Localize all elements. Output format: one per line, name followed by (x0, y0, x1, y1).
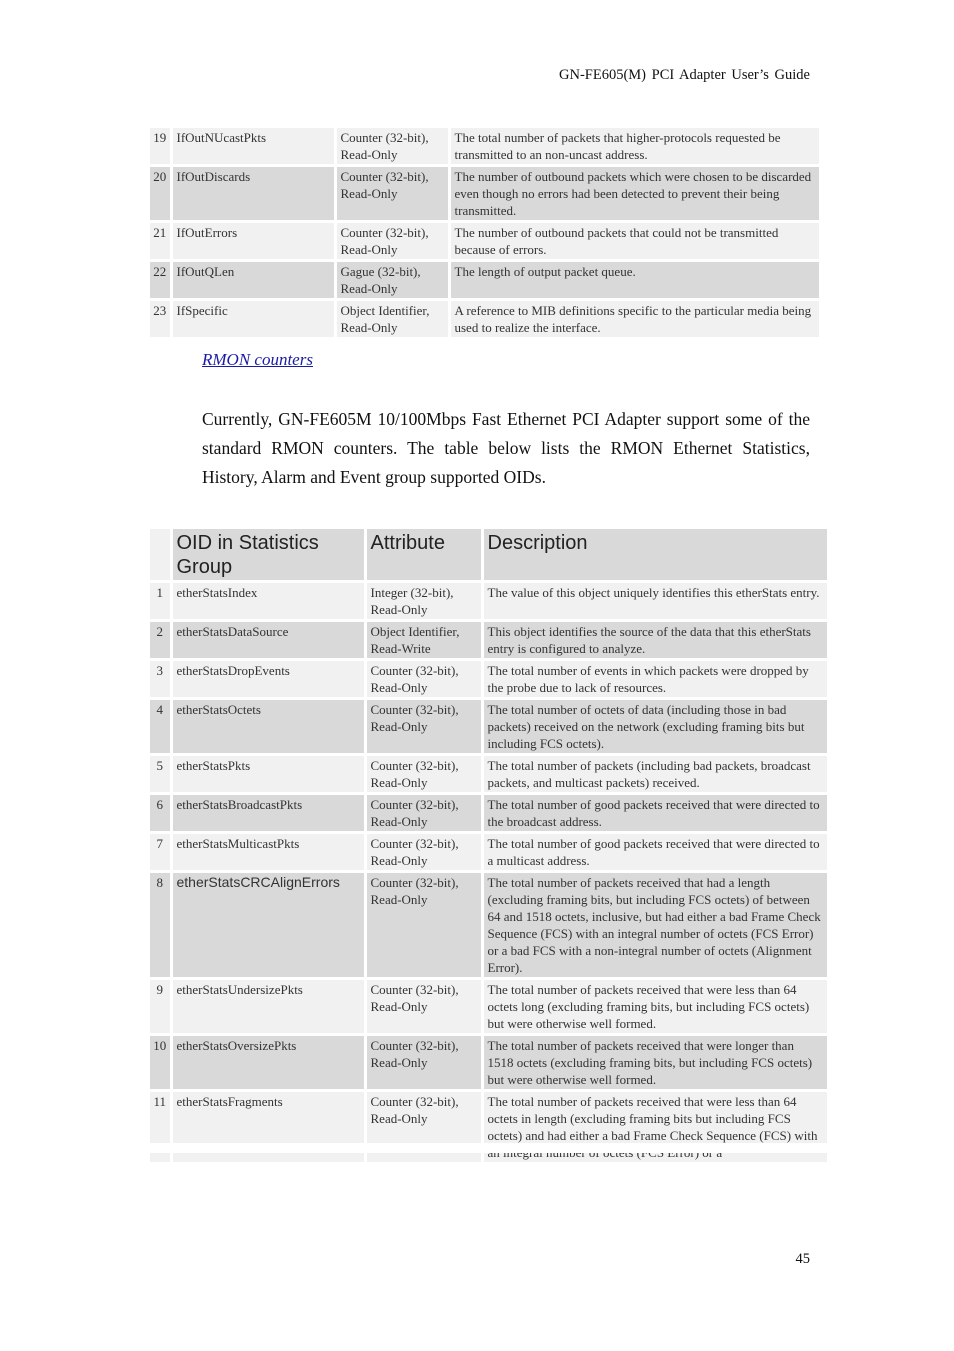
row-number: 22 (150, 261, 171, 300)
attribute-type: Counter (32-bit), (340, 169, 429, 184)
page-number: 45 (795, 1251, 810, 1267)
oid-name: IfOutErrors (171, 222, 335, 261)
oid-name: etherStatsFragments (171, 1091, 365, 1164)
row-number: 8 (150, 872, 171, 979)
attribute-access: Read-Only (340, 281, 398, 296)
attribute-type: Counter (32-bit), (370, 836, 459, 851)
description-cell: The length of output packet queue. (449, 261, 819, 300)
description-cell: The total number of packets (including bad packets, broadcast packets, and multicast packets) received. (482, 755, 827, 794)
attribute-cell (365, 833, 482, 872)
attribute-access: Read-Only (370, 719, 428, 734)
row-number: 1 (150, 582, 171, 621)
interface-counters-table (150, 128, 819, 340)
oid-name: etherStatsOctets (171, 699, 365, 755)
header-number-col (150, 529, 171, 582)
oid-name: etherStatsDataSource (171, 621, 365, 660)
attribute-type: Counter (32-bit), (370, 1094, 459, 1109)
attribute-access: Read-Only (370, 1055, 428, 1070)
table-row (150, 660, 827, 699)
rmon-statistics-table (150, 529, 827, 1165)
rmon-counters-link[interactable]: RMON counters (202, 350, 313, 369)
attribute-access: Read-Only (370, 853, 428, 868)
table-row (150, 1035, 827, 1091)
attribute-type: Counter (32-bit), (370, 758, 459, 773)
description-cell: The total number of packets received that were longer than 1518 octets (excluding framing bits, but including FCS octets) but were otherwise well formed. (482, 1035, 827, 1091)
attribute-type: Counter (32-bit), (370, 875, 459, 890)
oid-name: etherStatsOversizePkts (171, 1035, 365, 1091)
row-number: 9 (150, 979, 171, 1035)
attribute-cell (365, 794, 482, 833)
attribute-cell (365, 872, 482, 979)
attribute-cell (335, 261, 449, 300)
row-number: 23 (150, 300, 171, 339)
attribute-type: Gague (32-bit), (340, 264, 421, 279)
row-number: 5 (150, 755, 171, 794)
table-row (150, 699, 827, 755)
attribute-access: Read-Only (340, 242, 398, 257)
description-cell: The total number of packets that higher-protocols requested be transmitted to an non-uncast address. (449, 128, 819, 166)
description-cell: The total number of packets received that were less than 64 octets in length (excluding framing bits but including FCS octets) and had either a bad Frame Check Sequence (FCS) with (482, 1091, 827, 1164)
running-header: GN-FE605(M) PCI Adapter User’s Guide (559, 67, 810, 83)
table-row (150, 794, 827, 833)
table-row (150, 582, 827, 621)
attribute-cell (365, 1035, 482, 1091)
attribute-cell (365, 699, 482, 755)
oid-name: etherStatsMulticastPkts (171, 833, 365, 872)
row-number: 3 (150, 660, 171, 699)
description-cell: The total number of good packets received that were directed to the broadcast address. (482, 794, 827, 833)
oid-name: IfOutNUcastPkts (171, 128, 335, 166)
attribute-access: Read-Only (370, 999, 428, 1014)
description-cell: The value of this object uniquely identifies this etherStats entry. (482, 582, 827, 621)
oid-name: IfSpecific (171, 300, 335, 339)
attribute-access: Read-Only (370, 602, 428, 617)
description-cell: A reference to MIB definitions specific to the particular media being used to realize the interface. (449, 300, 819, 339)
attribute-cell (335, 128, 449, 166)
header-oid: OID in Statistics Group (171, 529, 365, 582)
oid-name: etherStatsCRCAlignErrors (171, 872, 365, 979)
oid-name: etherStatsIndex (171, 582, 365, 621)
row-number: 11 (150, 1091, 171, 1164)
oid-name: etherStatsDropEvents (171, 660, 365, 699)
row-number: 4 (150, 699, 171, 755)
attribute-cell (365, 979, 482, 1035)
attribute-cell (335, 166, 449, 222)
description-cell: The total number of octets of data (including those in bad packets) received on the network (excluding framing bits but including FCS octets). (482, 699, 827, 755)
table-row (150, 755, 827, 794)
attribute-access: Read-Only (340, 186, 398, 201)
attribute-type: Counter (32-bit), (370, 702, 459, 717)
description-cell: The total number of good packets received that were directed to a multicast address. (482, 833, 827, 872)
attribute-access: Read-Only (370, 1111, 428, 1126)
attribute-type: Counter (32-bit), (370, 1038, 459, 1053)
table-row (150, 128, 819, 166)
row-number: 2 (150, 621, 171, 660)
table-row (150, 222, 819, 261)
table-row (150, 833, 827, 872)
oid-name: IfOutQLen (171, 261, 335, 300)
attribute-type: Counter (32-bit), (370, 982, 459, 997)
attribute-access: Read-Only (340, 147, 398, 162)
attribute-access: Read-Write (370, 641, 431, 656)
attribute-type: Counter (32-bit), (370, 663, 459, 678)
table-row (150, 979, 827, 1035)
oid-name: etherStatsUndersizePkts (171, 979, 365, 1035)
attribute-access: Read-Only (340, 320, 398, 335)
attribute-type: Object Identifier, (370, 624, 460, 639)
header-description: Description (482, 529, 827, 582)
header-attribute: Attribute (365, 529, 482, 582)
table-row (150, 621, 827, 660)
oid-name: IfOutDiscards (171, 166, 335, 222)
oid-name: etherStatsBroadcastPkts (171, 794, 365, 833)
attribute-cell (335, 300, 449, 339)
row-number: 19 (150, 128, 171, 166)
intro-paragraph: Currently, GN-FE605M 10/100Mbps Fast Ethernet PCI Adapter support some of the standard RMON counters. The table below lists the RMON Ethernet Statistics, History, Alarm and Event group supported OIDs. (202, 409, 810, 487)
row-number: 20 (150, 166, 171, 222)
table-row (150, 300, 819, 339)
table-row (150, 872, 827, 979)
attribute-cell (365, 582, 482, 621)
attribute-cell (365, 660, 482, 699)
description-cell: The total number of events in which packets were dropped by the probe due to lack of resources. (482, 660, 827, 699)
table-row (150, 166, 819, 222)
row-number: 21 (150, 222, 171, 261)
attribute-type: Counter (32-bit), (340, 225, 429, 240)
description-cell: The total number of packets received that had a length (excluding framing bits, but including FCS octets) of between 64 and 1518 octets, inclusive, but had either a bad Frame Check Sequence (FCS) with an integral number of octets (FCS Error) or a bad FCS with a non-integral number of octets (Alignment Error). (482, 872, 827, 979)
row-number: 10 (150, 1035, 171, 1091)
description-cell: This object identifies the source of the data that this etherStats entry is configured to analyze. (482, 621, 827, 660)
attribute-type: Object Identifier, (340, 303, 430, 318)
attribute-access: Read-Only (370, 892, 428, 907)
attribute-type: Counter (32-bit), (370, 797, 459, 812)
description-cell: The total number of packets received that were less than 64 octets long (excluding framing bits, but including FCS octets) but were otherwise well formed. (482, 979, 827, 1035)
attribute-access: Read-Only (370, 775, 428, 790)
attribute-cell (365, 621, 482, 660)
oid-name: etherStatsPkts (171, 755, 365, 794)
attribute-cell (335, 222, 449, 261)
description-cell: The number of outbound packets that could not be transmitted because of errors. (449, 222, 819, 261)
table-header-row (150, 529, 827, 582)
description-cell: The number of outbound packets which were chosen to be discarded even though no errors had been detected to prevent their being transmitted. (449, 166, 819, 222)
attribute-type: Integer (32-bit), (370, 585, 454, 600)
row-number: 6 (150, 794, 171, 833)
table-cutoff (150, 1143, 827, 1153)
table-row (150, 261, 819, 300)
attribute-access: Read-Only (370, 680, 428, 695)
attribute-access: Read-Only (370, 814, 428, 829)
attribute-type: Counter (32-bit), (340, 130, 429, 145)
attribute-cell (365, 755, 482, 794)
row-number: 7 (150, 833, 171, 872)
